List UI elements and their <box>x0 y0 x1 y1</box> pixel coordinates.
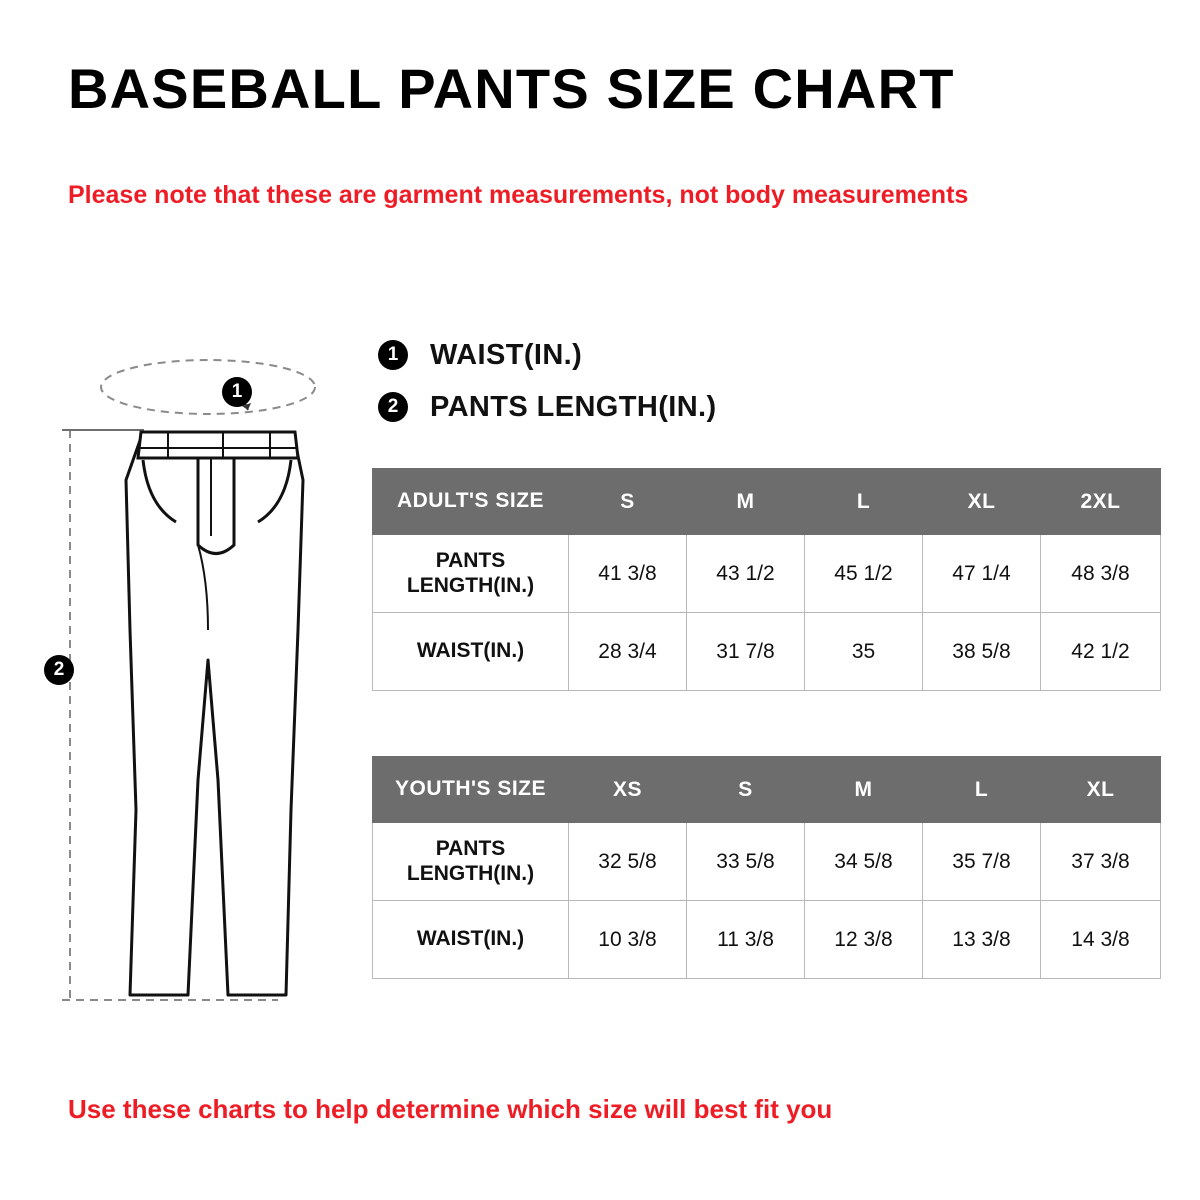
legend-label-waist: WAIST(IN.) <box>430 338 583 371</box>
youth-length-s: 33 5/8 <box>687 823 805 901</box>
adult-col-m: M <box>687 469 805 535</box>
youth-length-xs: 32 5/8 <box>569 823 687 901</box>
youth-col-l: L <box>923 757 1041 823</box>
page-title: BASEBALL PANTS SIZE CHART <box>68 57 955 120</box>
youth-waist-xl: 14 3/8 <box>1041 901 1161 979</box>
table-header-row <box>373 469 1161 535</box>
youth-length-l: 35 7/8 <box>923 823 1041 901</box>
legend <box>378 332 717 436</box>
adult-size-header: ADULT'S SIZE <box>373 469 569 535</box>
adult-length-m: 43 1/2 <box>687 535 805 613</box>
adult-col-2xl: 2XL <box>1041 469 1161 535</box>
adult-col-l: L <box>805 469 923 535</box>
youth-length-m: 34 5/8 <box>805 823 923 901</box>
youth-col-xl: XL <box>1041 757 1161 823</box>
youth-waist-m: 12 3/8 <box>805 901 923 979</box>
pants-diagram <box>48 330 368 1020</box>
adult-col-xl: XL <box>923 469 1041 535</box>
youth-waist-l: 13 3/8 <box>923 901 1041 979</box>
table-row <box>373 901 1161 979</box>
marker-one-icon: 1 <box>378 340 408 370</box>
diagram-marker-waist: 1 <box>222 377 252 407</box>
measurement-note: Please note that these are garment measurements, not body measurements <box>68 181 969 209</box>
adult-waist-2xl: 42 1/2 <box>1041 613 1161 691</box>
adult-row-label-length: PANTS LENGTH(IN.) <box>373 535 569 613</box>
youth-waist-s: 11 3/8 <box>687 901 805 979</box>
youth-col-xs: XS <box>569 757 687 823</box>
legend-item-waist <box>378 332 717 378</box>
youth-row-label-waist: WAIST(IN.) <box>373 901 569 979</box>
adult-col-s: S <box>569 469 687 535</box>
legend-label-length: PANTS LENGTH(IN.) <box>430 390 717 423</box>
table-row <box>373 613 1161 691</box>
table-row <box>373 823 1161 901</box>
legend-item-length <box>378 384 717 430</box>
youth-size-table <box>372 756 1161 979</box>
adult-waist-xl: 38 5/8 <box>923 613 1041 691</box>
youth-col-m: M <box>805 757 923 823</box>
adult-waist-m: 31 7/8 <box>687 613 805 691</box>
adult-length-l: 45 1/2 <box>805 535 923 613</box>
table-row <box>373 535 1161 613</box>
adult-length-xl: 47 1/4 <box>923 535 1041 613</box>
marker-two-icon: 2 <box>378 392 408 422</box>
adult-row-label-waist: WAIST(IN.) <box>373 613 569 691</box>
diagram-marker-length: 2 <box>44 655 74 685</box>
adult-length-2xl: 48 3/8 <box>1041 535 1161 613</box>
youth-waist-xs: 10 3/8 <box>569 901 687 979</box>
adult-size-table <box>372 468 1161 691</box>
pants-illustration-svg <box>48 330 368 1020</box>
youth-row-label-length: PANTS LENGTH(IN.) <box>373 823 569 901</box>
youth-size-header: YOUTH'S SIZE <box>373 757 569 823</box>
youth-length-xl: 37 3/8 <box>1041 823 1161 901</box>
footer-note: Use these charts to help determine which size will best fit you <box>68 1094 833 1124</box>
adult-waist-s: 28 3/4 <box>569 613 687 691</box>
youth-col-s: S <box>687 757 805 823</box>
adult-length-s: 41 3/8 <box>569 535 687 613</box>
table-header-row <box>373 757 1161 823</box>
adult-waist-l: 35 <box>805 613 923 691</box>
